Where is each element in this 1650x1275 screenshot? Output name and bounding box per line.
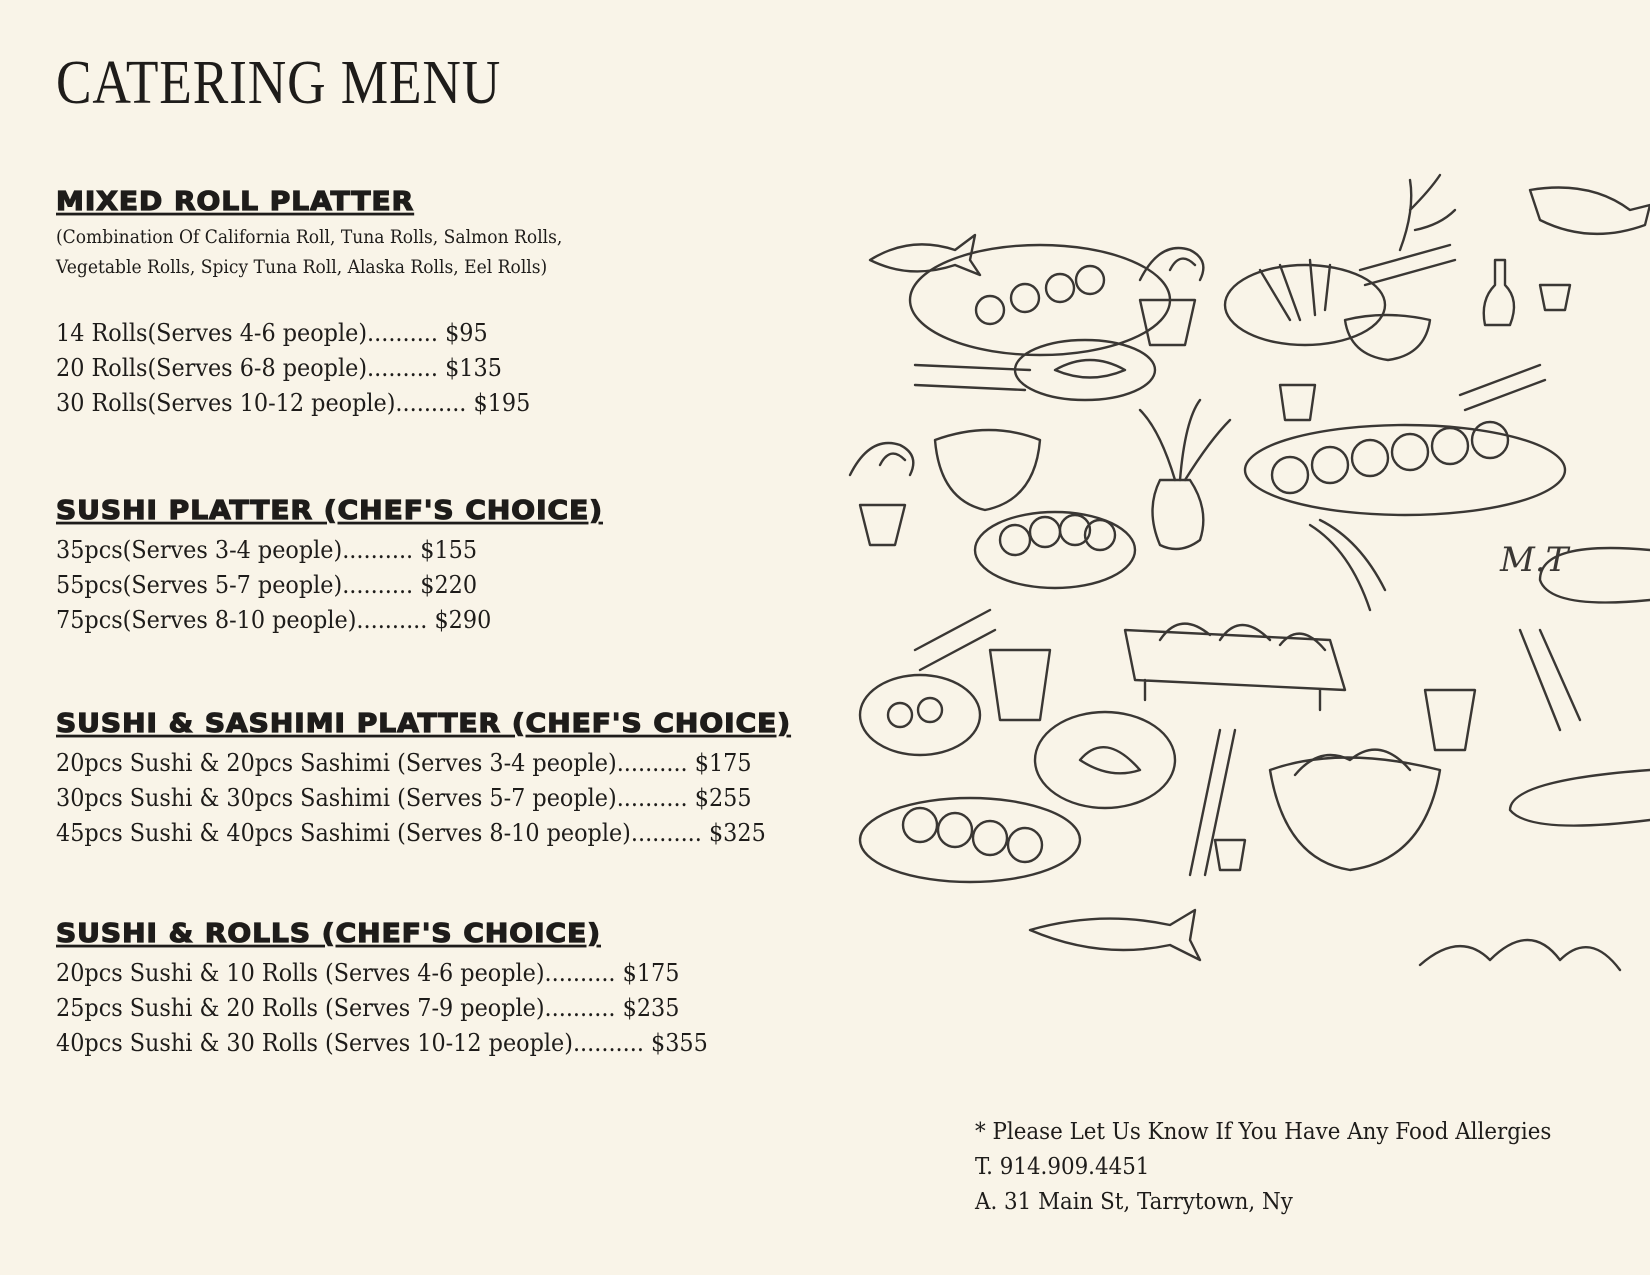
- chopsticks-icon: [915, 365, 1030, 390]
- cup-icon: [1540, 285, 1570, 310]
- item-dots: ..........: [367, 319, 438, 347]
- item-price: $195: [473, 389, 531, 417]
- fish-icon: [1030, 910, 1200, 960]
- description-line-1: (Combination Of California Roll, Tuna Rolls, Salmon Rolls,: [56, 226, 563, 248]
- chopsticks-icon: [1190, 730, 1235, 875]
- allergy-note: * Please Let Us Know If You Have Any Food Allergies: [975, 1119, 1552, 1145]
- illustration-drawing: [840, 170, 1650, 1030]
- item-label: 35pcs(Serves 3-4 people): [56, 536, 343, 564]
- cup-icon: [1140, 300, 1195, 345]
- item-label: 14 Rolls(Serves 4-6 people): [56, 319, 368, 347]
- item-price: $255: [694, 784, 752, 812]
- chopsticks-icon: [1460, 365, 1545, 410]
- list-item: [56, 603, 800, 638]
- cup-icon: [990, 650, 1050, 720]
- item-dots: ..........: [356, 606, 428, 634]
- address: A. 31 Main St, Tarrytown, Ny: [975, 1189, 1293, 1215]
- tempura-icon: [1310, 520, 1385, 610]
- item-list: [56, 533, 856, 638]
- item-dots: ..........: [572, 1029, 644, 1057]
- item-dots: ..........: [342, 571, 414, 599]
- plate-icon: [1225, 265, 1385, 345]
- list-item: [56, 956, 800, 991]
- wave-icon: [850, 443, 913, 475]
- cup-icon: [860, 505, 905, 545]
- item-dots: ..........: [616, 784, 688, 812]
- section-mixed-roll-platter: [56, 186, 856, 421]
- item-dots: ..........: [342, 536, 414, 564]
- section-description: [56, 222, 776, 282]
- description-line-2: Vegetable Rolls, Spicy Tuna Roll, Alaska Rolls, Eel Rolls): [56, 256, 548, 278]
- cup-icon: [1215, 840, 1245, 870]
- item-label: 25pcs Sushi & 20 Rolls (Serves 7-9 people): [56, 994, 545, 1022]
- item-price: $325: [708, 819, 766, 847]
- vase-icon: [1153, 480, 1204, 549]
- page-title: CATERING MENU: [56, 49, 502, 117]
- list-item: [56, 533, 800, 568]
- contact-info: [975, 1115, 1551, 1220]
- list-item: [56, 781, 800, 816]
- section-heading: MIXED ROLL PLATTER: [56, 186, 415, 217]
- section-sushi-sashimi-platter: [56, 708, 856, 851]
- sushi-illustration-icon: [840, 170, 1650, 1030]
- wave-icon: [1140, 248, 1203, 280]
- item-label: 40pcs Sushi & 30 Rolls (Serves 10-12 people): [56, 1029, 573, 1057]
- item-price: $175: [622, 959, 680, 987]
- item-list: [56, 956, 856, 1061]
- chopsticks-icon: [1360, 245, 1455, 285]
- plate-icon: [1510, 770, 1650, 826]
- item-dots: ..........: [544, 994, 616, 1022]
- list-item: [56, 746, 800, 781]
- list-item: [56, 816, 800, 851]
- item-price: $175: [694, 749, 752, 777]
- seaweed-icon: [1400, 175, 1455, 250]
- sake-bottle-icon: [1484, 260, 1514, 325]
- item-label: 55pcs(Serves 5-7 people): [56, 571, 343, 599]
- item-label: 20pcs Sushi & 20pcs Sashimi (Serves 3-4 people): [56, 749, 617, 777]
- section-sushi-rolls: [56, 918, 856, 1061]
- bowl-icon: [935, 430, 1040, 510]
- sashimi-board-icon: [1125, 630, 1345, 710]
- plate-icon: [1015, 340, 1155, 400]
- item-label: 30pcs Sushi & 30pcs Sashimi (Serves 5-7 people): [56, 784, 617, 812]
- list-item: [56, 351, 800, 386]
- item-label: 75pcs(Serves 8-10 people): [56, 606, 357, 634]
- list-item: [56, 386, 800, 421]
- item-list: [56, 746, 856, 851]
- wave-icon: [1420, 940, 1620, 970]
- item-label: 20pcs Sushi & 10 Rolls (Serves 4-6 people): [56, 959, 545, 987]
- item-price: $290: [434, 606, 492, 634]
- section-heading: SUSHI & ROLLS (CHEF'S CHOICE): [56, 918, 601, 949]
- artist-signature: M.T: [1500, 540, 1569, 580]
- bowl-icon: [1345, 315, 1430, 360]
- chopsticks-icon: [1520, 630, 1580, 730]
- cup-icon: [1280, 385, 1315, 420]
- cup-icon: [1425, 690, 1475, 750]
- item-label: 20 Rolls(Serves 6-8 people): [56, 354, 368, 382]
- item-label: 45pcs Sushi & 40pcs Sashimi (Serves 8-10 people): [56, 819, 631, 847]
- list-item: [56, 568, 800, 603]
- item-dots: ..........: [616, 749, 688, 777]
- item-list: [56, 316, 856, 421]
- item-price: $235: [622, 994, 680, 1022]
- item-price: $95: [445, 319, 488, 347]
- item-label: 30 Rolls(Serves 10-12 people): [56, 389, 396, 417]
- item-price: $135: [445, 354, 502, 382]
- plate-icon: [1035, 712, 1175, 808]
- list-item: [56, 991, 800, 1026]
- section-heading: SUSHI & SASHIMI PLATTER (CHEF'S CHOICE): [56, 708, 792, 739]
- item-price: $355: [651, 1029, 708, 1057]
- item-dots: ..........: [544, 959, 616, 987]
- item-price: $220: [420, 571, 478, 599]
- item-dots: ..........: [395, 389, 467, 417]
- phone-number: T. 914.909.4451: [975, 1154, 1150, 1180]
- list-item: [56, 316, 800, 351]
- section-heading: SUSHI PLATTER (CHEF'S CHOICE): [56, 495, 603, 526]
- item-dots: ..........: [630, 819, 702, 847]
- chopsticks-icon: [915, 610, 995, 670]
- fish-icon: [1530, 188, 1650, 234]
- section-sushi-platter: [56, 495, 856, 638]
- item-price: $155: [420, 536, 478, 564]
- item-dots: ..........: [367, 354, 438, 382]
- list-item: [56, 1026, 800, 1061]
